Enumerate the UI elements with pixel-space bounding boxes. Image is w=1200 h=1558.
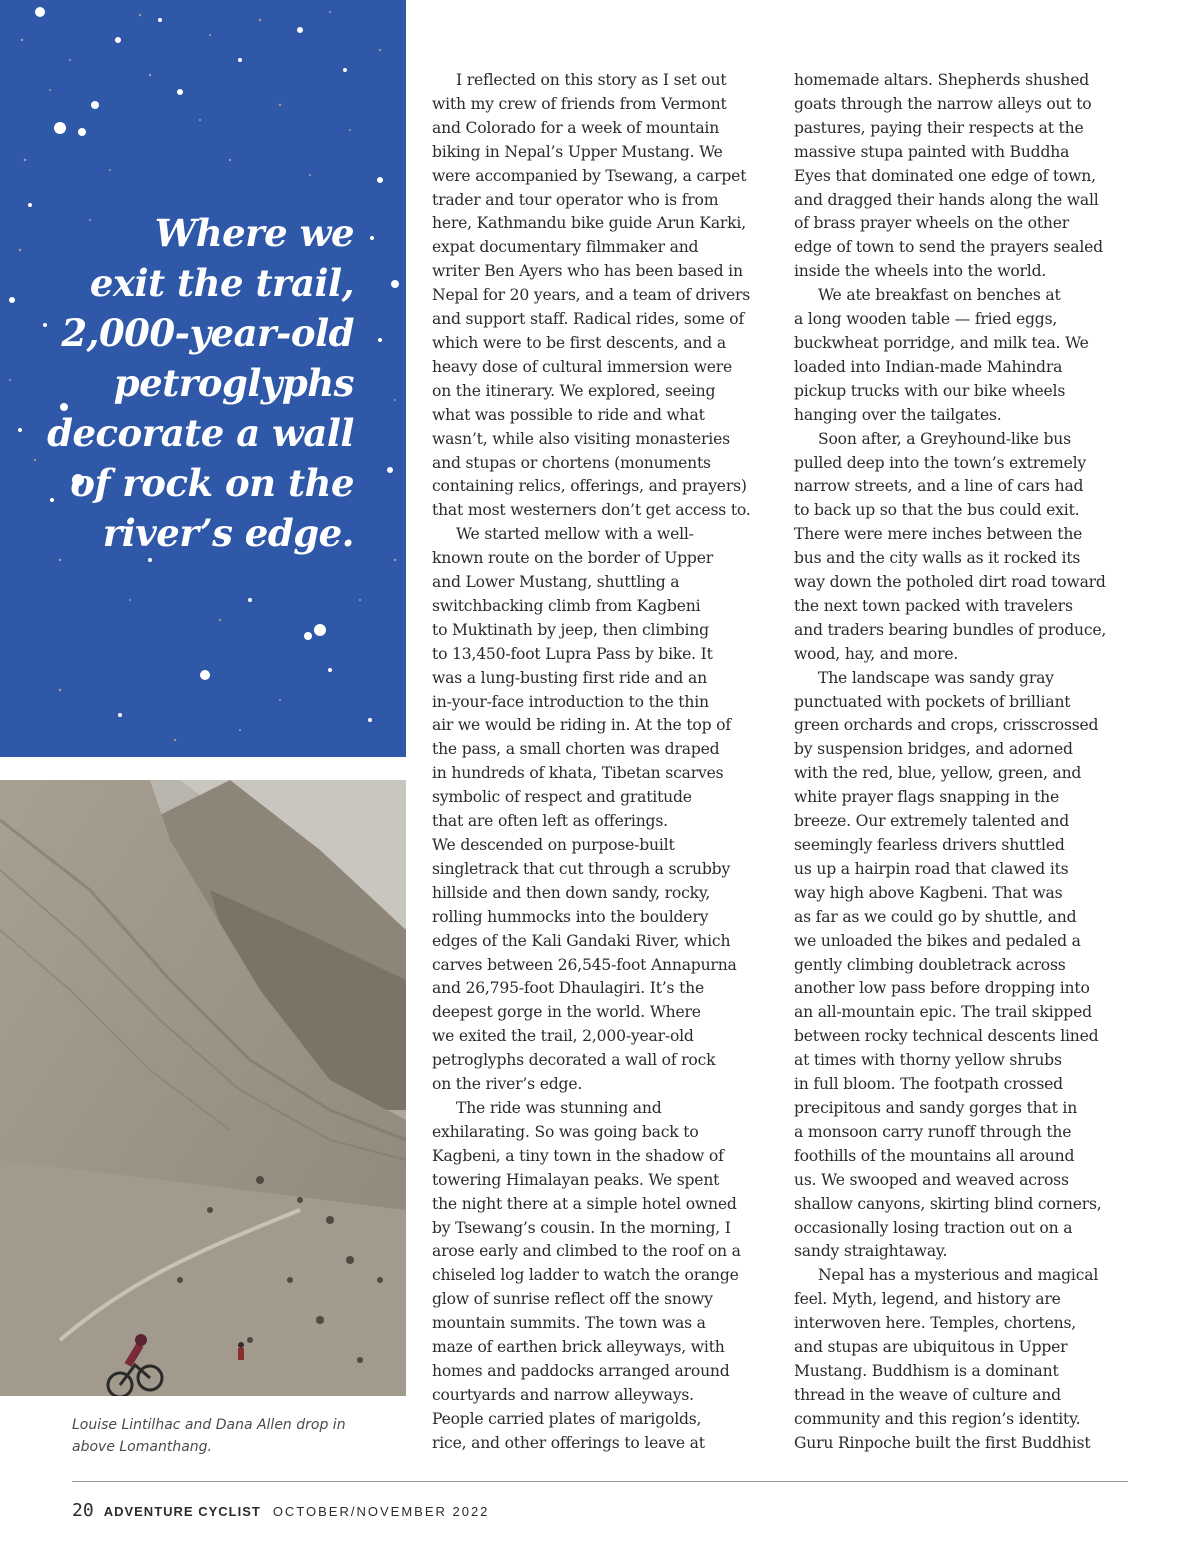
article-line: Nepal has a mysterious and magical (818, 1266, 1099, 1285)
article-paragraph (794, 428, 1140, 667)
article-line: and 26,795-foot Dhaulagiri. It’s the (432, 979, 705, 998)
article-line: switchbacking climb from Kagbeni (432, 596, 701, 615)
pull-quote-line: 2,000-year-old (61, 311, 354, 355)
article-line: glow of sunrise reflect off the snowy (432, 1290, 713, 1309)
article-line: edges of the Kali Gandaki River, which (432, 931, 731, 950)
article-line: and stupas or chortens (monuments (432, 453, 711, 472)
article-line: maze of earthen brick alleyways, with (432, 1338, 725, 1357)
article-line: in hundreds of khata, Tibetan scarves (432, 764, 724, 783)
pull-quote-line: of rock on the (70, 461, 354, 505)
pull-quote-line: river’s edge. (102, 511, 354, 555)
article-line: another low pass before dropping into (794, 979, 1090, 998)
article-line: between rocky technical descents lined (794, 1027, 1099, 1046)
article-line: that most westerners don’t get access to. (432, 501, 751, 520)
article-column-right (794, 69, 1140, 1456)
article-line: deepest gorge in the world. Where (432, 1003, 701, 1022)
article-paragraph (794, 284, 1140, 427)
article-line: inside the wheels into the world. (794, 262, 1047, 281)
article-line: by Tsewang’s cousin. In the morning, I (432, 1218, 731, 1237)
article-line: The landscape was sandy gray (818, 668, 1054, 687)
article-line: known route on the border of Upper (432, 549, 713, 568)
article-line: on the itinerary. We explored, seeing (432, 381, 716, 400)
article-line: containing relics, offerings, and prayers) (432, 477, 747, 496)
article-line: to back up so that the bus could exit. (794, 501, 1080, 520)
article-line: at times with thorny yellow shrubs (794, 1051, 1062, 1070)
article-column-left (432, 69, 778, 1456)
article-line: as far as we could go by shuttle, and (794, 907, 1077, 926)
article-line: breeze. Our extremely talented and (794, 812, 1070, 831)
second-cyclist-figure (238, 1342, 244, 1360)
article-line: edge of town to send the prayers sealed (794, 238, 1103, 257)
article-line: us. We swooped and weaved across (794, 1170, 1069, 1189)
article-paragraph (794, 69, 1140, 284)
article-line: We ate breakfast on benches at (818, 286, 1061, 305)
article-line: trader and tour operator who is from (432, 190, 719, 209)
caption-line: Louise Lintilhac and Dana Allen drop in (72, 1417, 346, 1433)
article-line: community and this region’s identity. (794, 1409, 1081, 1428)
article-line: wood, hay, and more. (794, 644, 959, 663)
caption-line: above Lomanthang. (72, 1439, 212, 1455)
article-line: symbolic of respect and gratitude (432, 788, 692, 807)
article-line: a long wooden table — fried eggs, (794, 310, 1058, 329)
article-line: People carried plates of marigolds, (432, 1409, 702, 1428)
article-line: hillside and then down sandy, rocky, (432, 883, 711, 902)
article-line: chiseled log ladder to watch the orange (432, 1266, 739, 1285)
issue-date: OCTOBER/NOVEMBER 2022 (272, 1504, 490, 1519)
article-line: Guru Rinpoche built the first Buddhist (794, 1433, 1091, 1452)
article-line: in-your-face introduction to the thin (432, 692, 709, 711)
article-line: mountain summits. The town was a (432, 1314, 706, 1333)
article-line: and Colorado for a week of mountain (432, 118, 720, 137)
article-line: The ride was stunning and (456, 1098, 662, 1117)
article-line: shallow canyons, skirting blind corners, (794, 1194, 1102, 1213)
article-line: We started mellow with a well- (456, 525, 694, 544)
article-line: and traders bearing bundles of produce, (794, 620, 1107, 639)
article-line: to Muktinath by jeep, then climbing (432, 620, 709, 639)
article-line: air we would be riding in. At the top of (432, 716, 731, 735)
article-line: occasionally losing traction out on a (794, 1218, 1073, 1237)
article-line: buckwheat porridge, and milk tea. We (794, 333, 1089, 352)
article-line: homemade altars. Shepherds shushed (794, 71, 1090, 89)
article-line: were accompanied by Tsewang, a carpet (432, 166, 747, 185)
article-line: writer Ben Ayers who has been based in (432, 262, 743, 281)
article-line: and dragged their hands along the wall (794, 190, 1099, 209)
article-line: rolling hummocks into the bouldery (432, 907, 709, 926)
article-line: way down the potholed dirt road toward (794, 573, 1106, 592)
article-line: exhilarating. So was going back to (432, 1122, 699, 1141)
article-line: in full bloom. The footpath crossed (794, 1075, 1063, 1094)
article-line: gently climbing doubletrack across (794, 955, 1066, 974)
article-line: bus and the city walls as it rocked its (794, 549, 1081, 568)
article-line: which were to be first descents, and a (432, 333, 726, 352)
article-line: that are often left as offerings. (432, 812, 668, 831)
article-line: petroglyphs decorated a wall of rock (432, 1051, 716, 1070)
article-paragraph (794, 667, 1140, 1265)
magazine-name: ADVENTURE CYCLIST (103, 1504, 261, 1519)
article-paragraph (794, 1264, 1140, 1455)
pull-quote-panel (0, 0, 406, 757)
article-line: we unloaded the bikes and pedaled a (794, 931, 1081, 950)
mountain-landscape-illustration (0, 780, 406, 1396)
article-line: feel. Myth, legend, and history are (794, 1290, 1061, 1309)
article-line: precipitous and sandy gorges that in (794, 1098, 1078, 1117)
article-line: expat documentary filmmaker and (432, 238, 699, 257)
article-line: narrow streets, and a line of cars had (794, 477, 1084, 496)
article-line: goats through the narrow alleys out to (794, 94, 1092, 113)
article-line: the next town packed with travelers (794, 596, 1073, 615)
article-line: thread in the weave of culture and (794, 1385, 1061, 1404)
article-line: us up a hairpin road that clawed its (794, 859, 1069, 878)
article-line: was a lung-busting first ride and an (432, 668, 707, 687)
article-line: There were mere inches between the (794, 525, 1083, 544)
article-line: white prayer flags snapping in the (794, 788, 1060, 807)
article-line: a monsoon carry runoff through the (794, 1122, 1072, 1141)
article-line: towering Himalayan peaks. We spent (432, 1170, 720, 1189)
article-paragraph (432, 69, 778, 523)
article-line: to 13,450-foot Lupra Pass by bike. It (432, 644, 713, 663)
article-line: singletrack that cut through a scrubby (432, 859, 731, 878)
article-line: massive stupa painted with Buddha (794, 142, 1070, 161)
article-line: on the river’s edge. (432, 1075, 583, 1094)
article-line: arose early and climbed to the roof on a (432, 1242, 741, 1261)
article-paragraph (432, 523, 778, 834)
article-line: We descended on purpose-built (432, 836, 675, 854)
article-line: the night there at a simple hotel owned (432, 1194, 737, 1213)
article-line: the pass, a small chorten was draped (432, 740, 720, 759)
article-paragraph (432, 1097, 778, 1456)
article-line: pastures, paying their respects at the (794, 118, 1084, 137)
pull-quote (14, 208, 354, 558)
article-line: interwoven here. Temples, chortens, (794, 1314, 1077, 1333)
mountain-biking-photo (0, 780, 406, 1396)
article-line: and Lower Mustang, shuttling a (432, 573, 680, 592)
article-line: sandy straightaway. (794, 1242, 948, 1261)
article-line: rice, and other offerings to leave at (432, 1433, 705, 1452)
pull-quote-line: decorate a wall (47, 411, 354, 455)
pull-quote-line: petroglyphs (113, 361, 354, 405)
article-line: by suspension bridges, and adorned (794, 740, 1073, 759)
article-line: way high above Kagbeni. That was (794, 883, 1063, 902)
article-line: with the red, blue, yellow, green, and (794, 764, 1082, 783)
page-footer (72, 1500, 489, 1524)
article-line: Soon after, a Greyhound-like bus (818, 429, 1071, 448)
article-line: seemingly fearless drivers shuttled (794, 836, 1065, 854)
photo-caption (72, 1414, 382, 1458)
footer-divider (72, 1481, 1128, 1482)
article-line: we exited the trail, 2,000-year-old (432, 1027, 694, 1046)
page-number: 20 (72, 1500, 94, 1521)
article-line: pulled deep into the town’s extremely (794, 453, 1087, 472)
article-line: wasn’t, while also visiting monasteries (432, 429, 730, 448)
article-paragraph (432, 834, 778, 1097)
pull-quote-line: exit the trail, (89, 261, 354, 305)
article-line: green orchards and crops, crisscrossed (794, 716, 1099, 735)
article-line: carves between 26,545-foot Annapurna (432, 955, 737, 974)
article-line: pickup trucks with our bike wheels (794, 381, 1066, 400)
article-line: with my crew of friends from Vermont (432, 94, 727, 113)
article-line: Nepal for 20 years, and a team of drivers (432, 286, 751, 305)
article-line: heavy dose of cultural immersion were (432, 357, 733, 376)
article-line: Mustang. Buddhism is a dominant (794, 1361, 1059, 1380)
article-line: foothills of the mountains all around (794, 1146, 1075, 1165)
article-line: hanging over the tailgates. (794, 405, 1002, 424)
article-line: what was possible to ride and what (432, 405, 705, 424)
article-line: here, Kathmandu bike guide Arun Karki, (432, 214, 746, 233)
article-line: courtyards and narrow alleyways. (432, 1385, 694, 1404)
article-line: Kagbeni, a tiny town in the shadow of (432, 1146, 724, 1165)
article-line: loaded into Indian-made Mahindra (794, 357, 1063, 376)
article-line: an all-mountain epic. The trail skipped (794, 1003, 1092, 1022)
article-line: of brass prayer wheels on the other (794, 214, 1070, 233)
article-line: I reflected on this story as I set out (456, 71, 727, 89)
article-line: punctuated with pockets of brilliant (794, 692, 1071, 711)
pull-quote-line: Where we (154, 211, 354, 255)
article-line: and support staff. Radical rides, some of (432, 310, 745, 329)
article-line: and stupas are ubiquitous in Upper (794, 1338, 1068, 1357)
article-line: biking in Nepal’s Upper Mustang. We (432, 142, 723, 161)
article-line: Eyes that dominated one edge of town, (794, 166, 1096, 185)
article-line: homes and paddocks arranged around (432, 1361, 730, 1380)
